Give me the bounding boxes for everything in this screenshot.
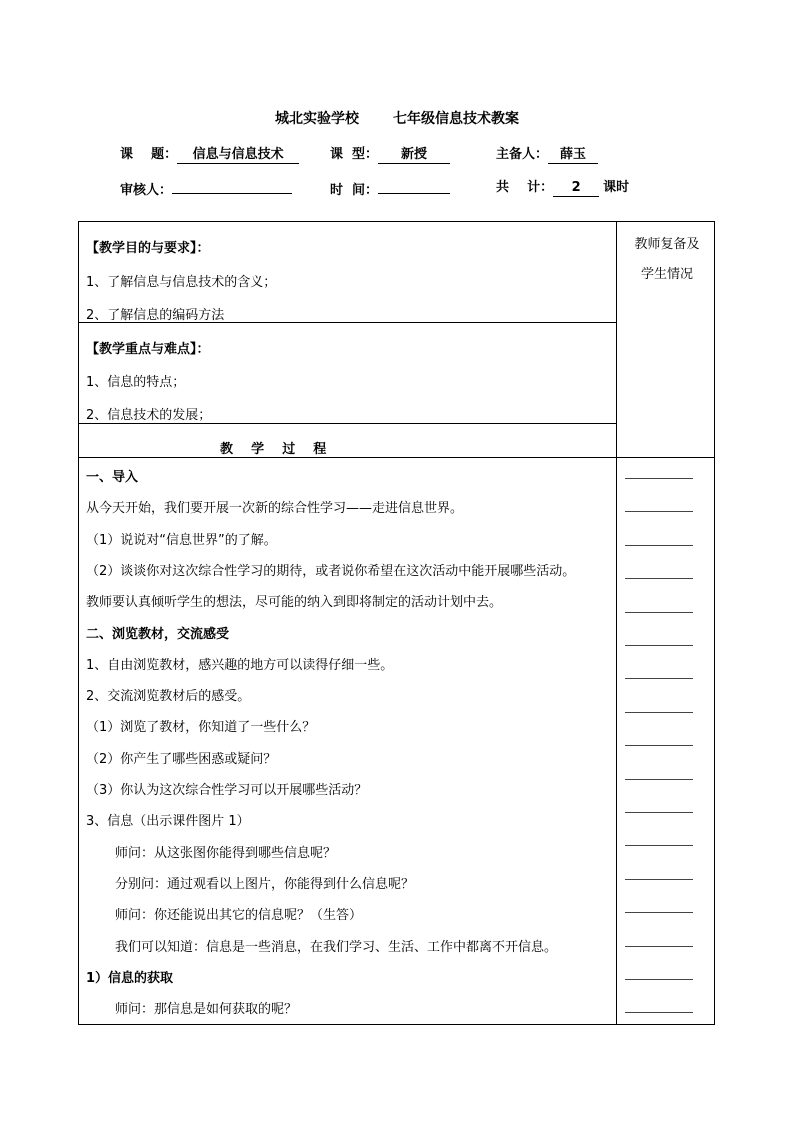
process-line: 师问：你还能说出其它的信息呢？（生答） <box>115 908 363 923</box>
total-field <box>496 176 629 197</box>
document-title <box>0 108 794 128</box>
row-divider <box>78 457 715 458</box>
notes-blank-line <box>625 678 693 679</box>
process-line: 一、导入 <box>86 470 139 485</box>
notes-blank-line <box>625 712 693 713</box>
side-header-line2: 学生情况 <box>640 267 693 282</box>
side-column-header <box>622 230 712 290</box>
process-line: 师问：那信息是如何获取的呢？ <box>115 1002 298 1017</box>
process-line: （1）浏览了教材，你知道了一些什么？ <box>86 720 316 735</box>
key-points-heading: 【教学重点与难点】： <box>86 342 210 357</box>
process-line: 师问：从这张图你能得到哪些信息呢？ <box>115 846 337 861</box>
key-point-item: 1、信息的特点； <box>86 375 186 390</box>
column-divider <box>616 221 617 1025</box>
time-field <box>330 176 450 198</box>
notes-blank-line <box>625 946 693 947</box>
lesson-plan-title: 七年级信息技术教案 <box>393 111 519 127</box>
process-line: 3、信息（出示课件图片 1） <box>86 814 250 829</box>
notes-blank-line <box>625 612 693 613</box>
notes-blank-line <box>625 578 693 579</box>
key-point-item: 2、信息技术的发展； <box>86 408 212 423</box>
process-line: （1）说说对“信息世界”的了解。 <box>86 533 277 548</box>
process-line: 1、自由浏览教材，感兴趣的地方可以读得仔细一些。 <box>86 658 394 673</box>
notes-blank-line <box>625 845 693 846</box>
reviewer-field <box>120 176 292 198</box>
notes-blank-line <box>625 478 693 479</box>
objectives-heading: 【教学目的与要求】： <box>86 241 210 256</box>
preparer-field <box>496 143 598 164</box>
total-unit: 课时 <box>603 180 630 195</box>
notes-blank-line <box>625 1012 693 1013</box>
process-line: 2、交流浏览教材后的感受。 <box>86 689 251 704</box>
type-field <box>330 143 450 164</box>
objective-item: 1、了解信息与信息技术的含义； <box>86 275 277 290</box>
time-label: 时 间： <box>330 183 379 198</box>
total-label: 共 计： <box>496 180 554 195</box>
notes-blank-line <box>625 779 693 780</box>
preparer-value: 薛玉 <box>548 143 598 164</box>
process-line: 我们可以知道：信息是一些消息，在我们学习、生活、工作中都离不开信息。 <box>115 940 558 955</box>
notes-blank-line <box>625 545 693 546</box>
notes-blank-line <box>625 645 693 646</box>
notes-blank-line <box>625 812 693 813</box>
topic-value: 信息与信息技术 <box>177 143 299 164</box>
process-line: （3）你认为这次综合性学习可以开展哪些活动？ <box>86 783 368 798</box>
topic-field <box>120 143 299 164</box>
process-line: 从今天开始，我们要开展一次新的综合性学习——走进信息世界。 <box>86 501 464 516</box>
reviewer-label: 审核人： <box>120 183 173 198</box>
notes-blank-line <box>625 511 693 512</box>
total-value: 2 <box>553 180 599 197</box>
row-divider <box>78 423 616 424</box>
school-name: 城北实验学校 <box>275 111 359 127</box>
process-line: （2）谈谈你对这次综合性学习的期待，或者说你希望在这次活动中能开展哪些活动。 <box>86 564 576 579</box>
process-line: 1）信息的获取 <box>86 971 174 986</box>
process-heading: 教 学 过 程 <box>220 442 327 457</box>
notes-blank-line <box>625 879 693 880</box>
type-label: 课 型： <box>330 147 379 162</box>
process-line: 分别问：通过观看以上图片，你能得到什么信息呢？ <box>115 877 415 892</box>
time-value <box>378 176 450 194</box>
type-value: 新授 <box>378 143 450 164</box>
reviewer-value <box>172 176 292 194</box>
preparer-label: 主备人： <box>496 147 549 162</box>
side-header-line1: 教师复备及 <box>634 237 700 252</box>
topic-label: 课 题： <box>120 147 178 162</box>
notes-blank-line <box>625 979 693 980</box>
process-line: （2）你产生了哪些困惑或疑问？ <box>86 752 277 767</box>
objective-item: 2、了解信息的编码方法 <box>86 308 225 323</box>
notes-blank-line <box>625 745 693 746</box>
process-line: 教师要认真倾听学生的想法，尽可能的纳入到即将制定的活动计划中去。 <box>86 595 503 610</box>
process-line: 二、浏览教材，交流感受 <box>86 627 230 642</box>
notes-blank-line <box>625 912 693 913</box>
